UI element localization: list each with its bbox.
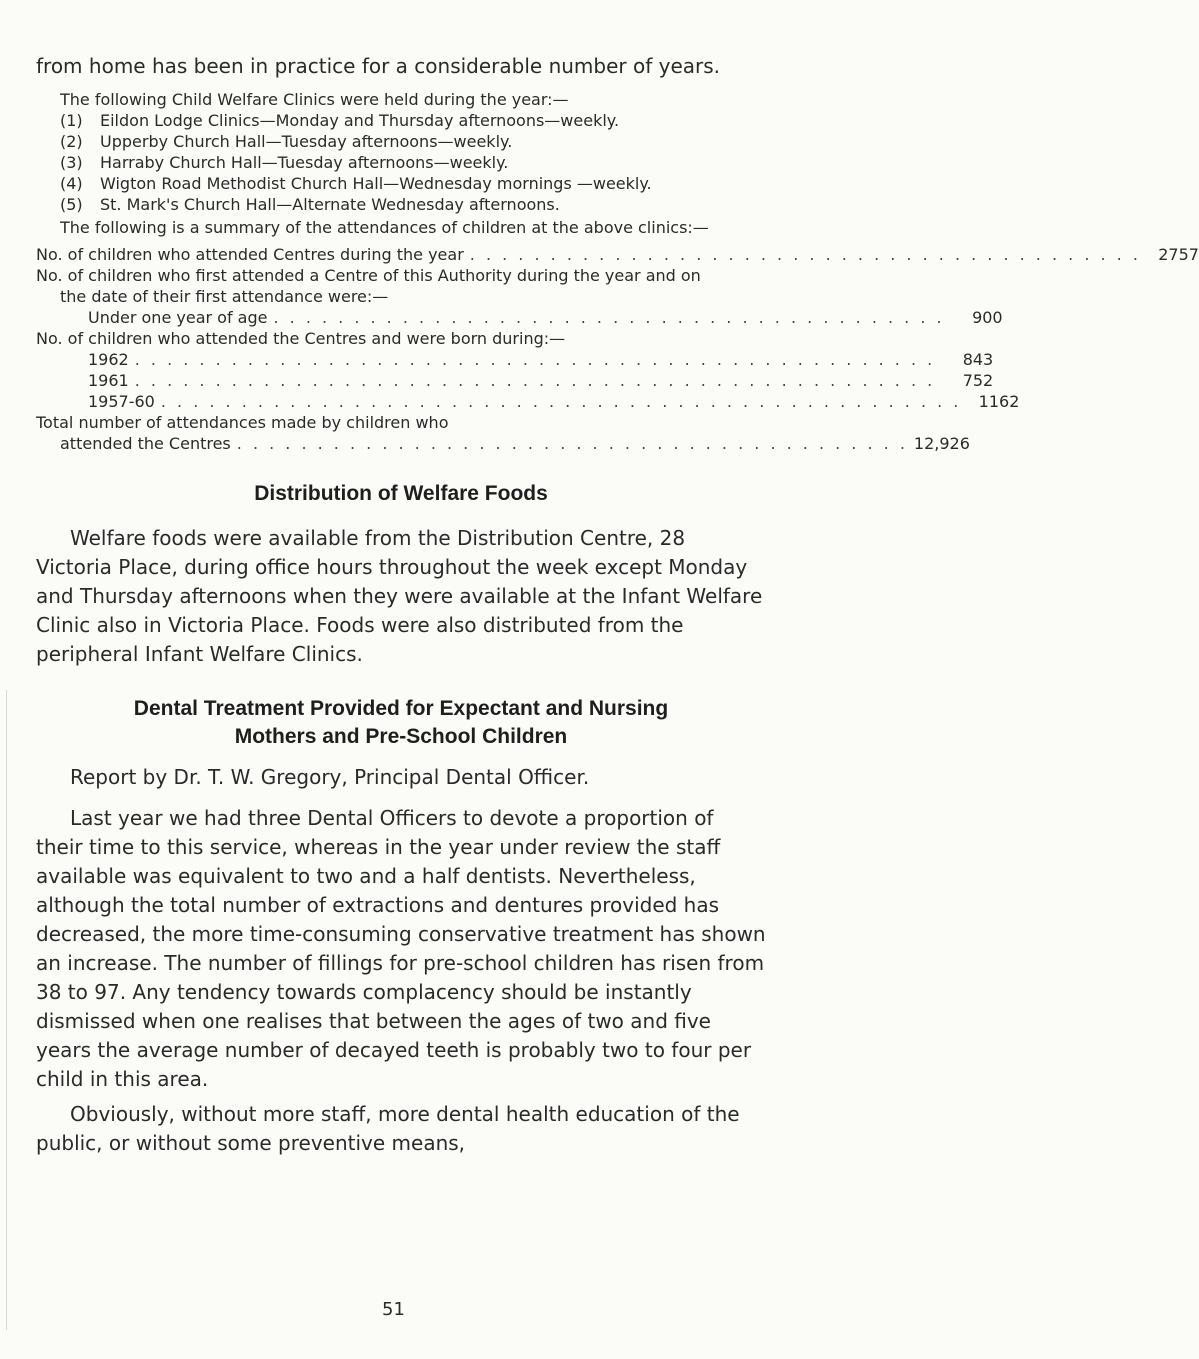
leader-dots: . . . . . . . . . . . . . . . . . . . . . . . . . . . . . . . . . . . . . . . . . . . . . . . . . . xyxy=(160,392,962,411)
clinic-item xyxy=(60,152,766,173)
dental-paragraph-1: Last year we had three Dental Officers to devote a proportion of their time to this service, whereas in the year under review the staff available was equivalent to two and a half dentists. Nevertheless, although the total number of extractions and dentures provided has decreased, the more time-consuming conservative treatment has shown an increase. The number of fillings for pre-school children has risen from 38 to 97. Any tendency towards complacency should be instantly dismissed when one realises that between the ages of two and five years the average number of decayed teeth is probably two to four per child in this area. xyxy=(36,806,766,1091)
clinic-text: Eildon Lodge Clinics—Monday and Thursday afternoons—weekly. xyxy=(100,111,620,130)
clinic-number: (2) xyxy=(60,132,83,151)
section-heading-dental xyxy=(36,695,766,751)
clinic-item xyxy=(60,173,766,194)
clinics-list xyxy=(60,110,766,215)
leader-dots: . . . . . . . . . . . . . . . . . . . . . . . . . . . . . . . . . . . . . . . . . . . . . . . . . . xyxy=(134,350,936,369)
stat-first-attended-label: No. of children who first attended a Centre of this Authority during the year and on the date of their first attendance were:— xyxy=(36,266,701,306)
dental-report-by: Report by Dr. T. W. Gregory, Principal Dental Officer. xyxy=(70,765,590,789)
stat-value: 900 xyxy=(972,308,1003,327)
stat-row-born xyxy=(36,370,994,391)
leader-dots: . . . . . . . . . . . . . . . . . . . . . . . . . . . . . . . . . . . . . . . . . . xyxy=(236,434,908,453)
stat-value: 1162 xyxy=(978,392,1020,411)
clinic-number: (4) xyxy=(60,174,83,193)
stat-value: 752 xyxy=(962,371,994,390)
stat-row-born xyxy=(36,349,994,370)
stat-row-total xyxy=(36,433,970,454)
document-page xyxy=(36,52,1199,1158)
clinic-item xyxy=(60,194,766,215)
stat-label: No. of children who attended Centres during the year xyxy=(36,245,464,264)
clinic-text: St. Mark's Church Hall—Alternate Wednesday afternoons. xyxy=(100,195,560,214)
leader-dots: . . . . . . . . . . . . . . . . . . . . . . . . . . . . . . . . . . . . . . . . . . . . . . . . . . xyxy=(134,371,936,390)
stat-row-attended xyxy=(36,244,1199,265)
clinic-text: Wigton Road Methodist Church Hall—Wednesday mornings —weekly. xyxy=(100,174,652,193)
clinic-text: Upperby Church Hall—Tuesday afternoons—weekly. xyxy=(100,132,513,151)
stat-value: 12,926 xyxy=(913,434,970,453)
dental-paragraph-2: Obviously, without more staff, more dental health education of the public, or without some preventive means, xyxy=(36,1102,740,1155)
stat-value: 2757 xyxy=(1158,245,1199,264)
stat-total-label: Total number of attendances made by children who xyxy=(36,413,449,432)
page-number: 51 xyxy=(382,1299,405,1320)
stat-value: 843 xyxy=(962,350,994,369)
clinic-number: (5) xyxy=(60,195,83,214)
leader-dots: . . . . . . . . . . . . . . . . . . . . . . . . . . . . . . . . . . . . . . . . . . xyxy=(469,245,1141,264)
clinic-number: (3) xyxy=(60,153,83,172)
summary-lead: The following is a summary of the attendances of children at the above clinics:— xyxy=(60,218,709,237)
attendance-stats xyxy=(36,244,1199,454)
stat-label: Under one year of age xyxy=(88,308,268,327)
scan-margin-line xyxy=(6,690,7,1330)
section-heading-welfare-foods: Distribution of Welfare Foods xyxy=(254,482,548,505)
stat-row-born xyxy=(36,391,1020,412)
clinic-item xyxy=(60,131,766,152)
stat-label: attended the Centres xyxy=(60,434,231,453)
clinic-text: Harraby Church Hall—Tuesday afternoons—weekly. xyxy=(100,153,509,172)
stat-year: 1961 xyxy=(88,371,129,390)
stat-year: 1957-60 xyxy=(88,392,155,411)
stat-year: 1962 xyxy=(88,350,129,369)
dental-heading-line-1: Dental Treatment Provided for Expectant and Nursing xyxy=(133,697,669,720)
stat-row-under-one xyxy=(36,307,1003,328)
clinic-number: (1) xyxy=(60,111,83,130)
intro-text: from home has been in practice for a considerable number of years. xyxy=(36,54,721,78)
dental-heading-line-2: Mothers and Pre-School Children xyxy=(234,725,568,748)
welfare-foods-paragraph: Welfare foods were available from the Distribution Centre, 28 Victoria Place, during office hours throughout the week except Monday and Thursday afternoons when they were available at the Infant Welfare Clinic also in Victoria Place. Foods were also distributed from the peripheral Infant Welfare Clinics. xyxy=(36,526,763,666)
clinic-item xyxy=(60,110,766,131)
clinics-lead: The following Child Welfare Clinics were held during the year:— xyxy=(60,90,569,109)
stat-born-label: No. of children who attended the Centres and were born during:— xyxy=(36,329,566,348)
leader-dots: . . . . . . . . . . . . . . . . . . . . . . . . . . . . . . . . . . . . . . . . . . xyxy=(273,308,945,327)
